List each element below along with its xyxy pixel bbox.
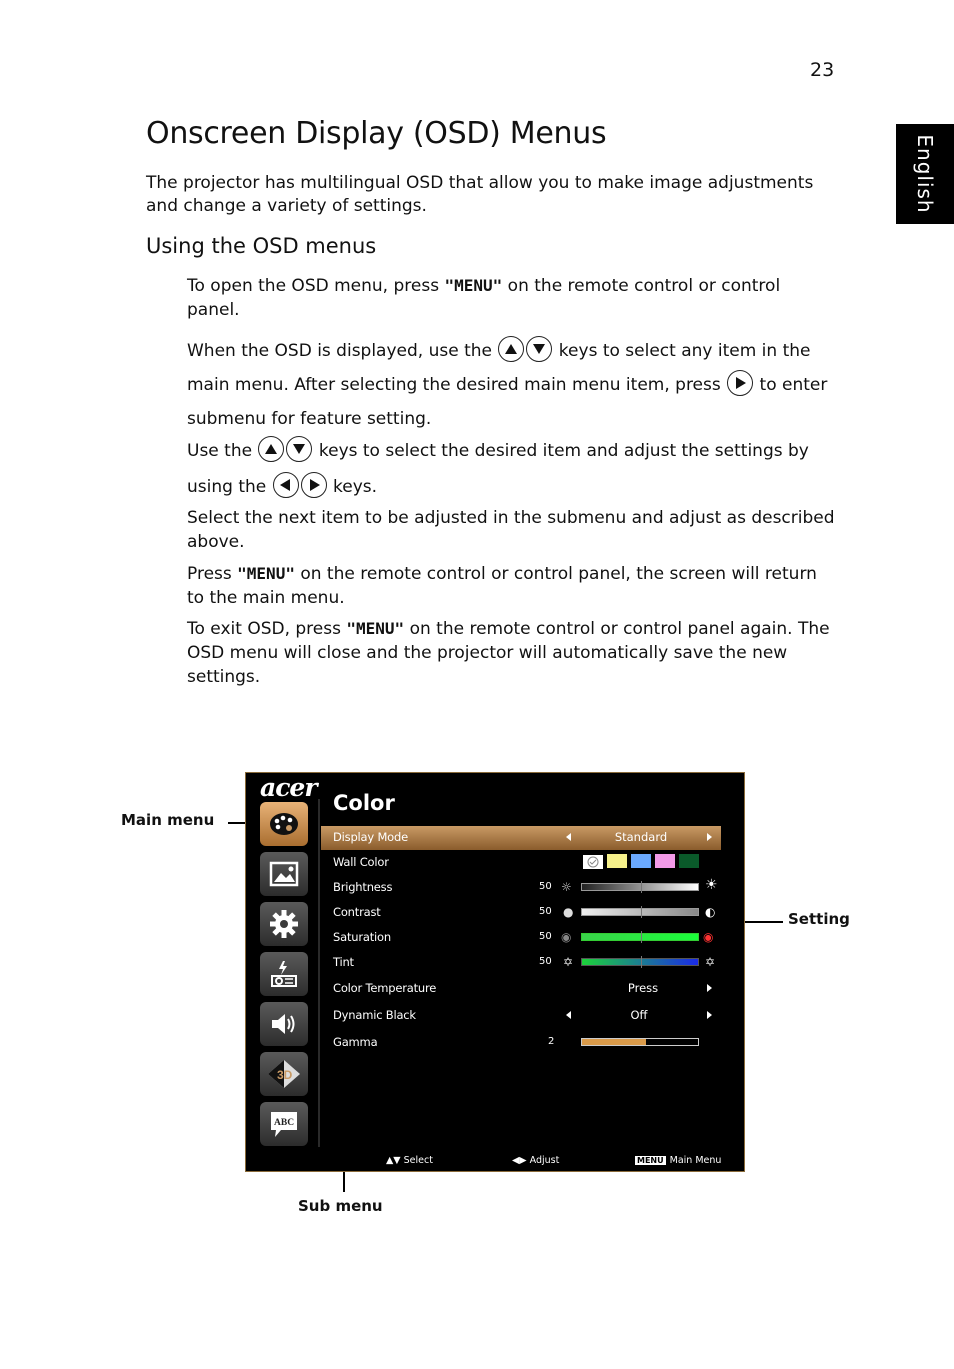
instruction-navigate-main — [187, 334, 837, 436]
text: To exit OSD, press — [187, 619, 347, 639]
osd-row-display-mode[interactable] — [321, 826, 721, 850]
right-key-icon — [727, 370, 753, 396]
swatch-blue[interactable] — [631, 854, 651, 868]
text: on the remote control or control panel, the screen will return to the main menu. — [187, 564, 817, 608]
section-heading: Using the OSD menus — [146, 234, 377, 258]
footer-select: ▲▼ Select — [386, 1155, 433, 1166]
saturation-low-icon: ◉ — [561, 930, 572, 944]
gear-icon[interactable] — [260, 902, 308, 946]
menu-badge: MENU — [637, 1156, 664, 1165]
left-arrow-icon[interactable] — [566, 1011, 571, 1019]
sun-large-icon: ☀ — [705, 877, 718, 893]
osd-row-tint[interactable] — [321, 951, 721, 975]
row-label: Display Mode — [333, 830, 408, 844]
instruction-next-item: Select the next item to be adjusted in the submenu and adjust as described above. — [187, 508, 835, 552]
row-value: 50 — [539, 931, 552, 942]
row-label: Color Temperature — [333, 981, 437, 995]
sun-small-icon: ☼ — [561, 880, 572, 894]
up-key-icon — [498, 336, 524, 362]
row-value: Standard — [614, 830, 668, 844]
contrast-low-icon: ● — [563, 905, 574, 919]
text: Press — [187, 564, 238, 584]
tint-slider[interactable] — [581, 958, 699, 966]
tint-high-icon: ✡ — [705, 955, 716, 969]
tint-low-icon: ✡ — [563, 955, 574, 969]
menu-key-label: "MENU" — [237, 564, 295, 583]
3d-icon[interactable] — [260, 1052, 308, 1096]
instruction-exit — [187, 617, 837, 689]
left-key-icon — [273, 472, 299, 498]
row-label: Tint — [333, 955, 354, 969]
footer-main-menu-label: Main Menu — [669, 1155, 722, 1166]
left-arrow-icon[interactable] — [566, 833, 571, 841]
page-title: Onscreen Display (OSD) Menus — [146, 116, 607, 151]
swatch-green[interactable] — [679, 854, 699, 868]
osd-row-dynamic-black[interactable] — [321, 1004, 721, 1028]
swatch-white[interactable] — [583, 854, 603, 868]
contrast-slider[interactable] — [581, 908, 699, 916]
callout-setting: Setting — [788, 910, 850, 928]
menu-key-label: "MENU" — [444, 276, 503, 295]
row-label: Gamma — [333, 1035, 378, 1049]
footer-adjust: ◀▶ Adjust — [512, 1155, 560, 1166]
text: To open the OSD menu, press — [187, 276, 445, 296]
instruction-adjust-settings — [187, 433, 837, 505]
row-label: Saturation — [333, 930, 391, 944]
osd-row-brightness[interactable] — [321, 876, 721, 900]
osd-divider — [318, 799, 320, 1147]
saturation-slider[interactable] — [581, 933, 699, 941]
row-label: Contrast — [333, 905, 381, 919]
brightness-slider[interactable] — [581, 883, 699, 891]
row-value: 2 — [548, 1036, 555, 1047]
osd-row-saturation[interactable] — [321, 926, 721, 950]
callout-main-menu: Main menu — [121, 811, 215, 829]
speaker-icon[interactable] — [260, 1002, 308, 1046]
swatch-yellow[interactable] — [607, 854, 627, 868]
right-arrow-icon[interactable] — [707, 833, 712, 841]
osd-row-color-temperature[interactable] — [321, 977, 721, 1001]
osd-row-contrast[interactable] — [321, 901, 721, 925]
up-key-icon — [258, 436, 284, 462]
acer-logo: acer — [260, 773, 317, 802]
svg-text:ABC: ABC — [274, 1118, 295, 1128]
gamma-slider[interactable] — [581, 1038, 699, 1046]
footer-adjust-label: Adjust — [529, 1155, 560, 1166]
gamma-slider-fill — [582, 1039, 646, 1045]
right-arrow-icon[interactable] — [707, 1011, 712, 1019]
svg-text:3D: 3D — [277, 1068, 293, 1082]
row-label: Wall Color — [333, 855, 389, 869]
row-value: 50 — [539, 881, 552, 892]
swatch-pink[interactable] — [655, 854, 675, 868]
language-tab-label: English — [913, 134, 937, 214]
row-label: Dynamic Black — [333, 1008, 416, 1022]
menu-key-label: "MENU" — [346, 619, 405, 638]
osd-title: Color — [333, 791, 395, 815]
text: keys to select any item in the main menu. After selecting the desired main menu item, press — [187, 341, 811, 395]
text: keys to select the desired item and adjust the settings by using the — [187, 441, 809, 497]
text: on the remote control or control panel. — [187, 276, 781, 320]
row-value: Press — [627, 981, 659, 995]
contrast-high-icon: ◐ — [705, 905, 716, 919]
row-value: 50 — [539, 956, 552, 967]
instruction-return — [187, 562, 837, 610]
page-number: 23 — [810, 59, 835, 81]
row-value: 50 — [539, 906, 552, 917]
saturation-high-icon: ◉ — [703, 930, 714, 944]
image-icon[interactable] — [260, 852, 308, 896]
down-key-icon — [526, 336, 552, 362]
down-key-icon — [286, 436, 312, 462]
footer-select-label: Select — [403, 1155, 433, 1166]
osd-screen — [245, 772, 745, 1172]
footer-main-menu — [635, 1155, 721, 1166]
language-tab — [896, 124, 954, 224]
instruction-open-menu — [187, 274, 837, 322]
projector-icon[interactable] — [260, 952, 308, 996]
row-label: Brightness — [333, 880, 393, 894]
text: on the remote control or control panel again. The OSD menu will close and the projector will automatically save the new settings. — [187, 619, 830, 687]
intro-paragraph: The projector has multilingual OSD that allow you to make image adjustments and change a variety of settings. — [146, 173, 814, 216]
text: to enter submenu for feature setting. — [187, 375, 828, 429]
osd-row-gamma[interactable] — [321, 1031, 721, 1055]
osd-row-wall-color[interactable] — [321, 851, 721, 875]
text: When the OSD is displayed, use the — [187, 341, 498, 361]
right-arrow-icon[interactable] — [707, 984, 712, 992]
palette-icon[interactable] — [260, 802, 308, 846]
text: keys. — [327, 477, 378, 497]
right-key-icon — [301, 472, 327, 498]
abc-speech-icon[interactable] — [260, 1102, 308, 1146]
text: Use the — [187, 441, 258, 461]
callout-sub-menu: Sub menu — [298, 1197, 383, 1215]
row-value: Off — [630, 1008, 648, 1022]
